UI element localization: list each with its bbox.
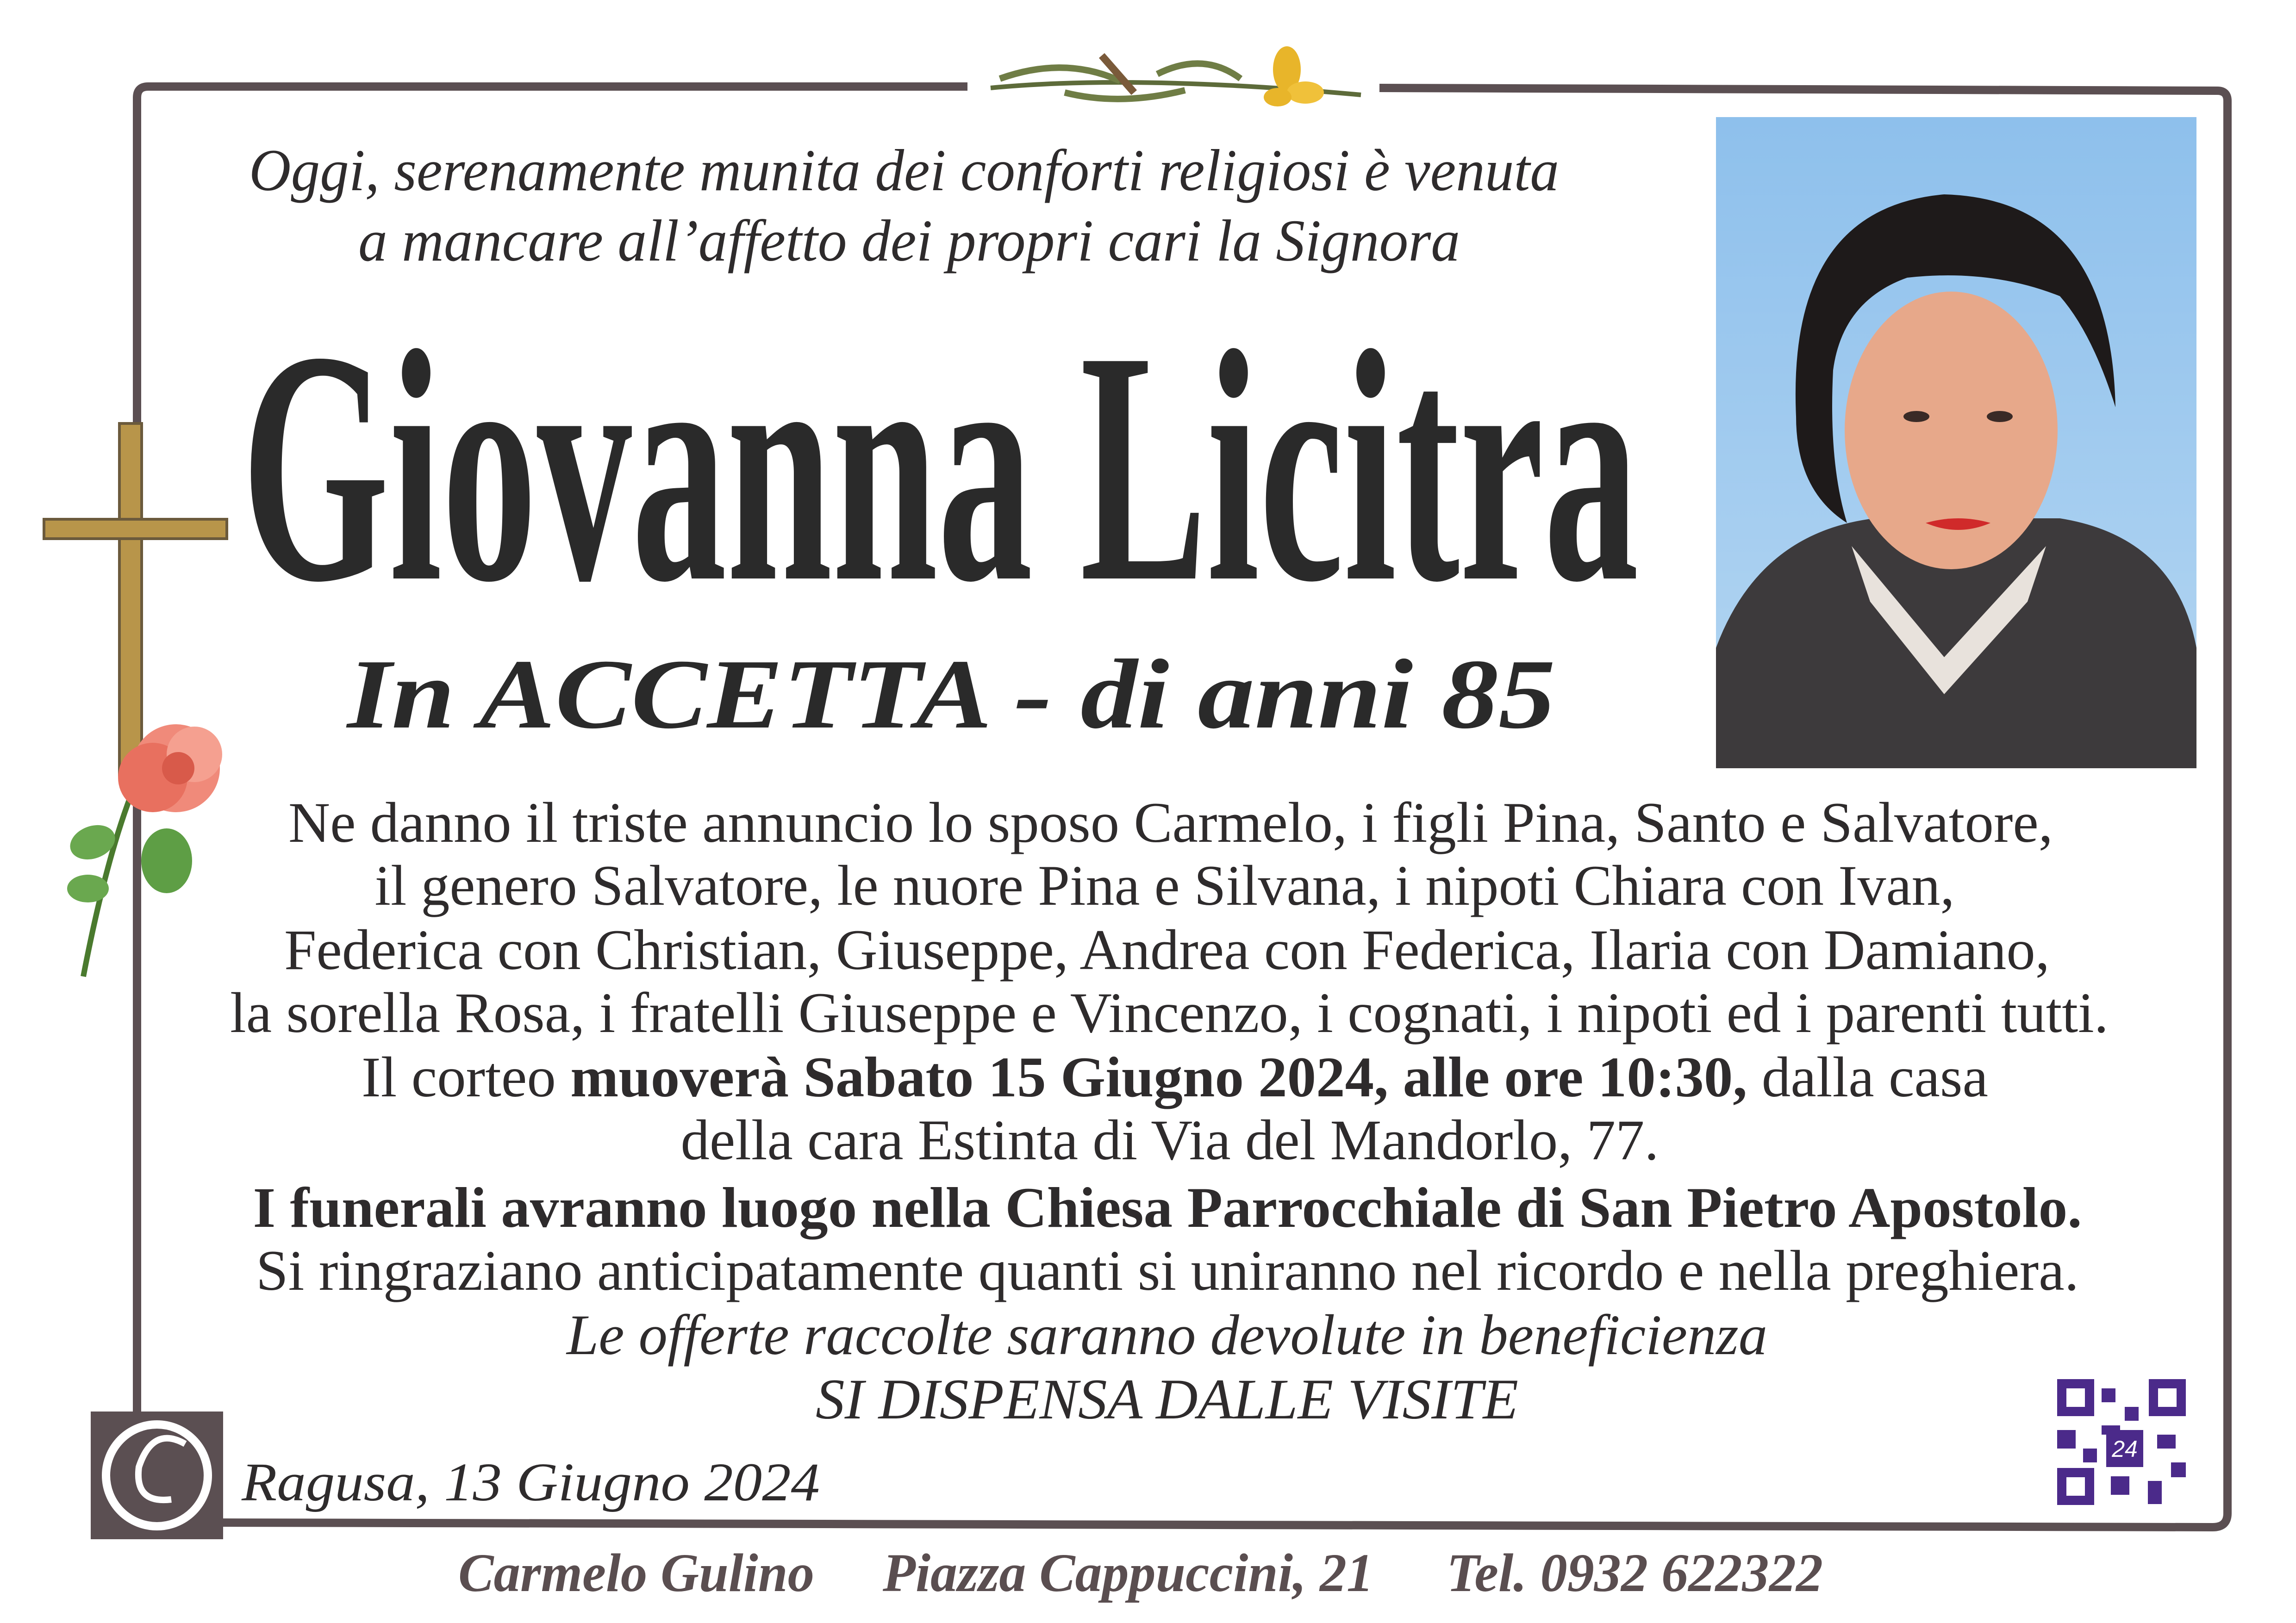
place-date: Ragusa, 13 Giugno 2024 xyxy=(241,1452,820,1512)
footer-address: Piazza Cappuccini, 21 xyxy=(882,1542,1373,1603)
announcement-line-3: Federica con Christian, Giuseppe, Andrea con Federica, Ilaria con Damiano, xyxy=(284,918,2050,982)
cross-icon xyxy=(44,423,227,775)
intro-line-2: a mancare all’affetto dei propri cari la Signora xyxy=(358,208,1460,274)
qr-code[interactable] xyxy=(2057,1379,2186,1505)
no-visits-line: SI DISPENSA DALLE VISITE xyxy=(816,1368,1518,1431)
address-line: della cara Estinta di Via del Mandorlo, 77. xyxy=(680,1108,1659,1172)
footer-funeral-home: Carmelo Gulino xyxy=(458,1542,814,1603)
deceased-name: Giovanna Licitra xyxy=(242,283,1639,651)
procession-post: dalla casa xyxy=(1747,1045,1986,1109)
qr-badge: 24 xyxy=(2112,1436,2138,1462)
announcement-line-1: Ne danno il triste annuncio lo sposo Carmelo, i figli Pina, Santo e Salvatore, xyxy=(288,791,2053,854)
procession-pre: Il corteo xyxy=(362,1045,569,1109)
thanks-line: Si ringraziano anticipatamente quanti si uniranno nel ricordo e nella preghiera. xyxy=(256,1239,2079,1302)
procession-line xyxy=(362,1045,1988,1109)
footer-phone: Tel. 0932 622322 xyxy=(1447,1542,1823,1603)
funeral-line: I funerali avranno luogo nella Chiesa Parrocchiale di San Pietro Apostolo. xyxy=(253,1176,2064,1239)
branch-ornament xyxy=(991,46,1361,106)
deceased-subtitle: In ACCETTA - di anni 85 xyxy=(345,639,1555,749)
procession-datetime: muoverà Sabato 15 Giugno 2024, alle ore 10:30, xyxy=(570,1045,1738,1109)
rose-icon xyxy=(65,724,222,976)
funeral-home-logo xyxy=(91,1412,223,1539)
announcement-line-4: la sorella Rosa, i fratelli Giuseppe e Vincenzo, i cognati, i nipoti ed i parenti tutti. xyxy=(230,981,2109,1045)
deceased-photo xyxy=(1716,117,2196,768)
intro-line-1: Oggi, serenamente munita dei conforti religiosi è venuta xyxy=(249,137,1559,203)
announcement-line-2: il genero Salvatore, le nuore Pina e Silvana, i nipoti Chiara con Ivan, xyxy=(374,854,1955,917)
donations-line: Le offerte raccolte saranno devolute in beneficienza xyxy=(565,1303,1767,1367)
